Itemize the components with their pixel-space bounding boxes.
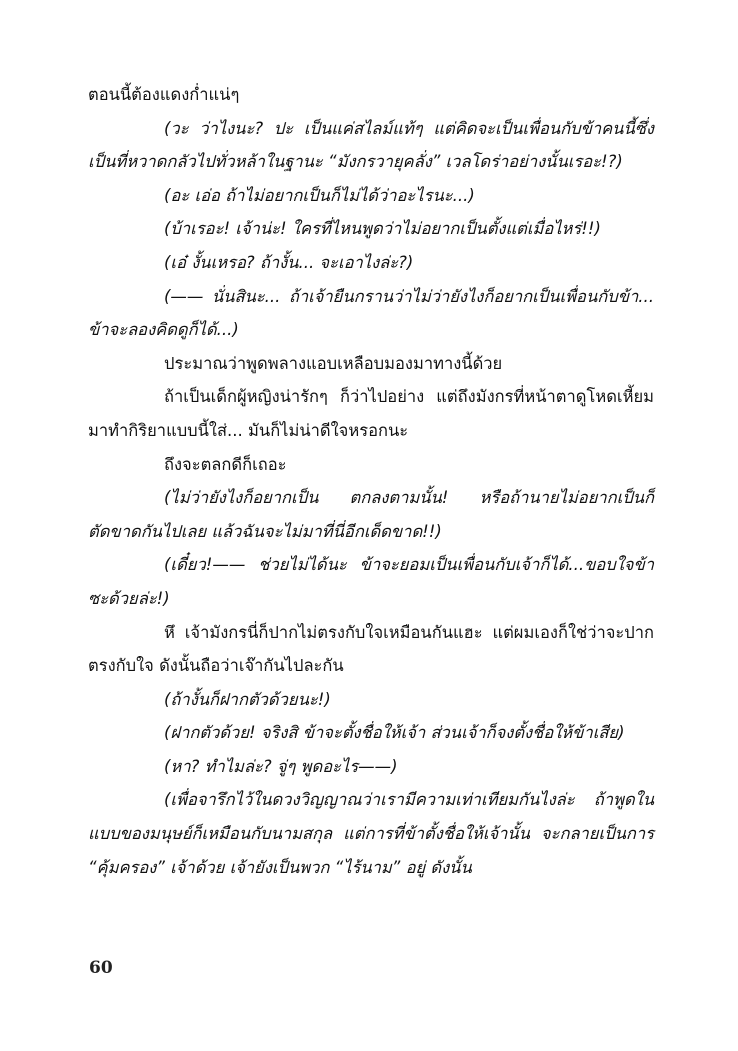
paragraph-10: (ไม่ว่ายังไงก็อยากเป็น ตกลงตามนั้น! หรือถ้านายไม่อยากเป็นก็ตัดขาดกันไปเลย แล้วฉันจะไม่มาที่นี่อีกเด็ดขาด!!)	[88, 488, 654, 541]
paragraph-13: (ถ้างั้นก็ฝากตัวด้วยนะ!)	[164, 689, 331, 709]
paragraph-3: (อะ เอ่อ ถ้าไม่อยากเป็นก็ไม่ได้ว่าอะไรนะ...)	[164, 185, 475, 205]
paragraph-16: (เพื่อจารึกไว้ในดวงวิญญาณว่าเรามีความเท่าเทียมกันไงล่ะ ถ้าพูดในแบบของมนุษย์ก็เหมือนกับนามสกุล แต่การที่ข้าตั้งชื่อให้เจ้านั้น จะกลายเป็นการ “คุ้มครอง” เจ้าด้วย เจ้ายังเป็นพวก “ไร้นาม” อยู่ ดังนั้น	[88, 790, 654, 877]
paragraph-2: (วะ ว่าไงนะ? ปะ เป็นแค่สไลม์แท้ๆ แต่คิดจะเป็นเพื่อนกับข้าคนนี้ซึ่งเป็นที่หวาดกลัวไปทั่วหล้าในฐานะ “มังกรวายุคลั่ง” เวลโดร่าอย่างนั้นเรอะ!?)	[88, 118, 654, 172]
paragraph-14: (ฝากตัวด้วย! จริงสิ ข้าจะตั้งชื่อให้เจ้า ส่วนเจ้าก็จงตั้งชื่อให้ข้าเสีย)	[164, 723, 625, 743]
paragraph-7: ประมาณว่าพูดพลางแอบเหลือบมองมาทางนี้ด้วย	[164, 353, 503, 373]
page-number: 60	[89, 958, 113, 978]
paragraph-1: ตอนนี้ต้องแดงก่ำแน่ๆ	[88, 85, 240, 104]
paragraph-12: หึ เจ้ามังกรนี่ก็ปากไม่ตรงกับใจเหมือนกันแฮะ แต่ผมเองก็ใช่ว่าจะปากตรงกับใจ ดังนั้นถือว่าเจ๊ากันไปละกัน	[88, 622, 654, 676]
paragraph-9: ถึงจะตลกดีก็เถอะ	[164, 454, 287, 474]
paragraph-11: (เดี๋ยว!—— ช่วยไม่ได้นะ ข้าจะยอมเป็นเพื่อนกับเจ้าก็ได้...ขอบใจข้าซะด้วยล่ะ!)	[88, 555, 654, 608]
paragraph-4: (บ้าเรอะ! เจ้าน่ะ! ใครที่ไหนพูดว่าไม่อยากเป็นตั้งแต่เมื่อไหร่!!)	[164, 219, 601, 239]
paragraph-8: ถ้าเป็นเด็กผู้หญิงน่ารักๆ ก็ว่าไปอย่าง แต่ถึงมังกรที่หน้าตาดูโหดเหี้ยมมาทำกิริยาแบบนี้ใส่... มันก็ไม่น่าดีใจหรอกนะ	[88, 387, 654, 440]
paragraph-5: (เอ๋ งั้นเหรอ? ถ้างั้น... จะเอาไงล่ะ?)	[164, 252, 414, 272]
page-body	[88, 78, 654, 884]
paragraph-6: (—— นั่นสินะ... ถ้าเจ้ายืนกรานว่าไม่ว่ายังไงก็อยากเป็นเพื่อนกับข้า... ข้าจะลองคิดดูก็ได้...)	[88, 286, 654, 340]
paragraph-15: (หา? ทำไมล่ะ? จู่ๆ พูดอะไร——)	[164, 756, 398, 776]
